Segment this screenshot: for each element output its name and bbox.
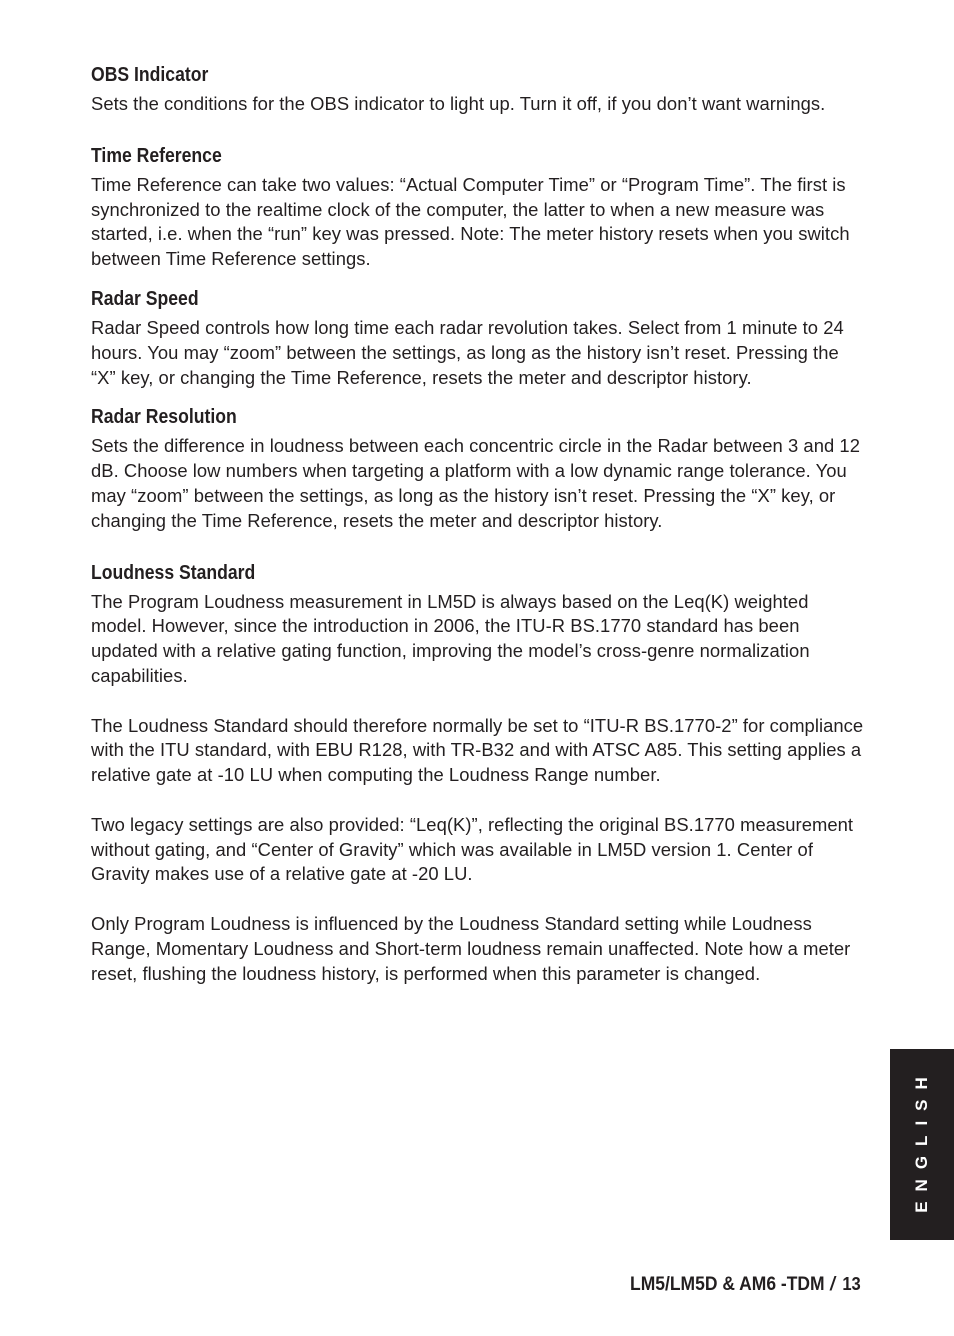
section-heading: Time Reference xyxy=(91,144,222,167)
section-heading: Radar Resolution xyxy=(91,406,237,429)
section-heading: Loudness Standard xyxy=(91,561,256,584)
section-paragraph: The Program Loudness measurement in LM5D is always based on the Leq(K) weighted model. However, since the introduction in 2006, the ITU-R BS.1770 standard has been updated with a relative gating function, improving the model’s cross-genre normalization capabilities. xyxy=(91,590,810,686)
footer-title: LM5/LM5D & AM6 -TDM xyxy=(630,1274,825,1295)
section-paragraph: The Loudness Standard should therefore normally be set to “ITU-R BS.1770-2” for compliance with the ITU standard, with EBU R128, with TR-B32 and with ATSC A85. This setting applies a relative gate at -10 LU when computing the Loudness Range number. xyxy=(91,714,864,786)
page-content xyxy=(91,60,866,986)
section-heading: Radar Speed xyxy=(91,287,199,310)
section-loudness-standard xyxy=(91,558,866,987)
section-paragraph: Sets the conditions for the OBS indicator to light up. Turn it off, if you don’t want warnings. xyxy=(91,93,826,114)
page-footer xyxy=(630,1270,861,1299)
section-obs-indicator xyxy=(91,60,866,117)
section-paragraph: Sets the difference in loudness between each concentric circle in the Radar between 3 and 12 dB. Choose low numbers when targeting a platform with a low dynamic range tolerance. You may “zoom” between the settings, as long as the history isn’t reset. Pressing the “X” key, or changing the Time Reference, resets the meter and descriptor history. xyxy=(91,435,860,531)
section-paragraph: Radar Speed controls how long time each radar revolution takes. Select from 1 minute to 24 hours. You may “zoom” between the settings, as long as the history isn’t reset. Pressing the “X” key, or changing the Time Reference, resets the meter and descriptor history. xyxy=(91,316,844,388)
section-time-reference xyxy=(91,141,866,272)
section-radar-speed xyxy=(91,284,866,390)
language-label: ENGLISH xyxy=(912,1066,931,1213)
section-paragraph: Only Program Loudness is influenced by the Loudness Standard setting while Loudness Range, Momentary Loudness and Short-term loudness remain unaffected. Note how a meter reset, flushing the loudness history, is performed when this parameter is changed. xyxy=(91,912,851,984)
page-number: 13 xyxy=(842,1274,861,1294)
section-heading: OBS Indicator xyxy=(91,64,209,86)
footer-separator: / xyxy=(830,1274,836,1295)
section-paragraph: Two legacy settings are also provided: “Leq(K)”, reflecting the original BS.1770 measurement without gating, and “Center of Gravity” which was available in LM5D version 1. Center of Gravity makes use of a relative gate at -20 LU. xyxy=(91,813,854,885)
section-paragraph: Time Reference can take two values: “Actual Computer Time” or “Program Time”. The first is synchronized to the realtime clock of the computer, the latter to when a new measure was started, i.e. when the “run” key was pressed. Note: The meter history resets when you switch between Time Reference settings. xyxy=(91,173,850,270)
section-radar-resolution xyxy=(91,402,866,533)
language-side-tab xyxy=(890,1049,954,1240)
